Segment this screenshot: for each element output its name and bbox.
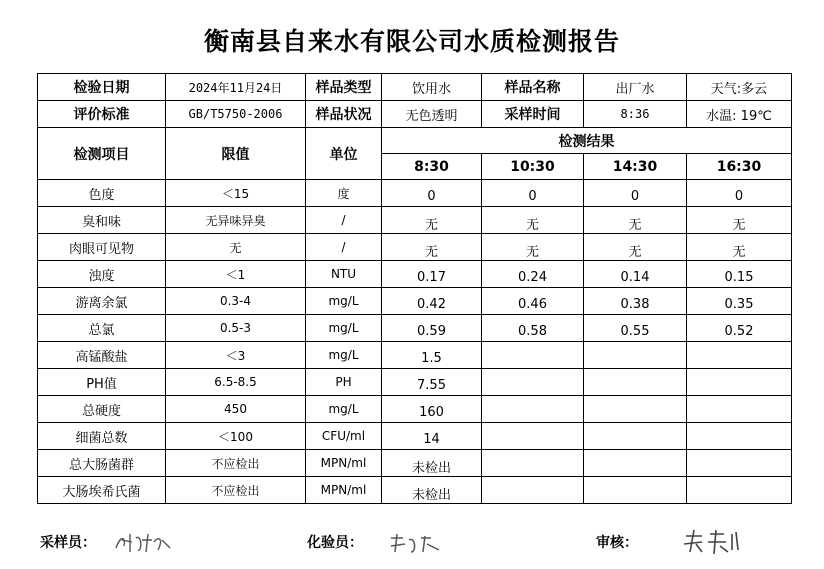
- result-value: [482, 423, 584, 450]
- item-name: 色度: [38, 180, 166, 207]
- result-value: 无: [382, 234, 482, 261]
- header-row-1: [38, 74, 792, 101]
- result-value: [482, 369, 584, 396]
- col-results-header: 检测结果: [382, 128, 792, 154]
- limit-value: 450: [166, 396, 306, 423]
- unit-value: MPN/ml: [306, 450, 382, 477]
- result-value: [482, 396, 584, 423]
- table-row: [38, 261, 792, 288]
- time-header: 8:30: [382, 154, 482, 180]
- unit-value: NTU: [306, 261, 382, 288]
- limit-value: ＜1: [166, 261, 306, 288]
- sample-condition-label: 样品状况: [306, 101, 382, 128]
- sample-type-value: 饮用水: [382, 74, 482, 101]
- table-row: [38, 207, 792, 234]
- item-name: PH值: [38, 369, 166, 396]
- col-limit-header: 限值: [166, 128, 306, 180]
- item-name: 臭和味: [38, 207, 166, 234]
- col-item-header: 检测项目: [38, 128, 166, 180]
- limit-value: 不应检出: [166, 450, 306, 477]
- sample-condition-value: 无色透明: [382, 101, 482, 128]
- inspection-date-value: 2024年11月24日: [166, 74, 306, 101]
- sample-type-label: 样品类型: [306, 74, 382, 101]
- item-name: 浊度: [38, 261, 166, 288]
- result-value: 无: [482, 234, 584, 261]
- result-value: 160: [382, 396, 482, 423]
- result-value: [687, 369, 792, 396]
- sampling-time-value: 8:36: [584, 101, 687, 128]
- result-value: 0.52: [687, 315, 792, 342]
- result-value: 0.15: [687, 261, 792, 288]
- unit-value: /: [306, 207, 382, 234]
- sampler-label: 采样员：: [40, 535, 96, 551]
- result-value: 0.35: [687, 288, 792, 315]
- unit-value: /: [306, 234, 382, 261]
- result-value: 0: [584, 180, 687, 207]
- standard-value: GB/T5750-2006: [166, 101, 306, 128]
- item-name: 总硬度: [38, 396, 166, 423]
- table-row: [38, 450, 792, 477]
- result-value: 0: [482, 180, 584, 207]
- result-value: [687, 450, 792, 477]
- item-name: 总氯: [38, 315, 166, 342]
- result-value: 0: [382, 180, 482, 207]
- unit-value: PH: [306, 369, 382, 396]
- item-name: 细菌总数: [38, 423, 166, 450]
- result-value: 0.38: [584, 288, 687, 315]
- result-value: [687, 477, 792, 504]
- result-value: 无: [687, 207, 792, 234]
- sampling-time-label: 采样时间: [482, 101, 584, 128]
- result-value: 无: [482, 207, 584, 234]
- result-value: [584, 450, 687, 477]
- reviewer-signature: [680, 528, 744, 556]
- table-row: [38, 342, 792, 369]
- table-row: [38, 477, 792, 504]
- table-row: [38, 369, 792, 396]
- result-value: 14: [382, 423, 482, 450]
- column-header-row: [38, 128, 792, 154]
- result-value: 0.59: [382, 315, 482, 342]
- item-name: 大肠埃希氏菌: [38, 477, 166, 504]
- limit-value: ＜15: [166, 180, 306, 207]
- header-row-2: [38, 101, 792, 128]
- table-row: [38, 423, 792, 450]
- result-value: 0.58: [482, 315, 584, 342]
- table-row: [38, 180, 792, 207]
- time-header: 14:30: [584, 154, 687, 180]
- limit-value: 0.3-4: [166, 288, 306, 315]
- limit-value: ＜3: [166, 342, 306, 369]
- result-value: [482, 342, 584, 369]
- result-value: 未检出: [382, 477, 482, 504]
- result-value: 0.17: [382, 261, 482, 288]
- water-temp-cell: 水温: 19℃: [687, 101, 792, 128]
- col-unit-header: 单位: [306, 128, 382, 180]
- result-value: [687, 342, 792, 369]
- result-value: [687, 396, 792, 423]
- limit-value: 不应检出: [166, 477, 306, 504]
- result-value: 0: [687, 180, 792, 207]
- table-row: [38, 315, 792, 342]
- result-value: 未检出: [382, 450, 482, 477]
- result-value: [584, 396, 687, 423]
- result-value: 无: [687, 234, 792, 261]
- unit-value: mg/L: [306, 315, 382, 342]
- result-value: 无: [584, 207, 687, 234]
- time-header: 10:30: [482, 154, 584, 180]
- limit-value: 无: [166, 234, 306, 261]
- tester-label: 化验员：: [307, 535, 363, 551]
- water-quality-table: [37, 73, 792, 504]
- result-value: [482, 450, 584, 477]
- sampler-signature: [112, 530, 176, 556]
- result-value: 1.5: [382, 342, 482, 369]
- item-name: 高锰酸盐: [38, 342, 166, 369]
- limit-value: 0.5-3: [166, 315, 306, 342]
- result-value: 0.24: [482, 261, 584, 288]
- standard-label: 评价标准: [38, 101, 166, 128]
- report-title: 衡南县自来水有限公司水质检测报告: [203, 27, 620, 56]
- item-name: 游离余氯: [38, 288, 166, 315]
- result-value: [687, 423, 792, 450]
- result-value: 0.42: [382, 288, 482, 315]
- result-value: [584, 477, 687, 504]
- result-value: 无: [584, 234, 687, 261]
- item-name: 总大肠菌群: [38, 450, 166, 477]
- limit-value: 无异味异臭: [166, 207, 306, 234]
- result-value: [584, 342, 687, 369]
- item-name: 肉眼可见物: [38, 234, 166, 261]
- limit-value: 6.5-8.5: [166, 369, 306, 396]
- unit-value: mg/L: [306, 342, 382, 369]
- result-value: 0.14: [584, 261, 687, 288]
- unit-value: MPN/ml: [306, 477, 382, 504]
- unit-value: mg/L: [306, 396, 382, 423]
- inspection-date-label: 检验日期: [38, 74, 166, 101]
- table-row: [38, 234, 792, 261]
- result-value: 7.55: [382, 369, 482, 396]
- table-row: [38, 396, 792, 423]
- tester-signature: [387, 532, 447, 556]
- sample-name-value: 出厂水: [584, 74, 687, 101]
- result-value: [482, 477, 584, 504]
- time-header: 16:30: [687, 154, 792, 180]
- sample-name-label: 样品名称: [482, 74, 584, 101]
- reviewer-label: 审核：: [596, 535, 638, 551]
- unit-value: 度: [306, 180, 382, 207]
- result-value: [584, 423, 687, 450]
- unit-value: CFU/ml: [306, 423, 382, 450]
- limit-value: ＜100: [166, 423, 306, 450]
- result-value: [584, 369, 687, 396]
- unit-value: mg/L: [306, 288, 382, 315]
- result-value: 0.55: [584, 315, 687, 342]
- result-value: 无: [382, 207, 482, 234]
- table-row: [38, 288, 792, 315]
- weather-cell: 天气:多云: [687, 74, 792, 101]
- result-value: 0.46: [482, 288, 584, 315]
